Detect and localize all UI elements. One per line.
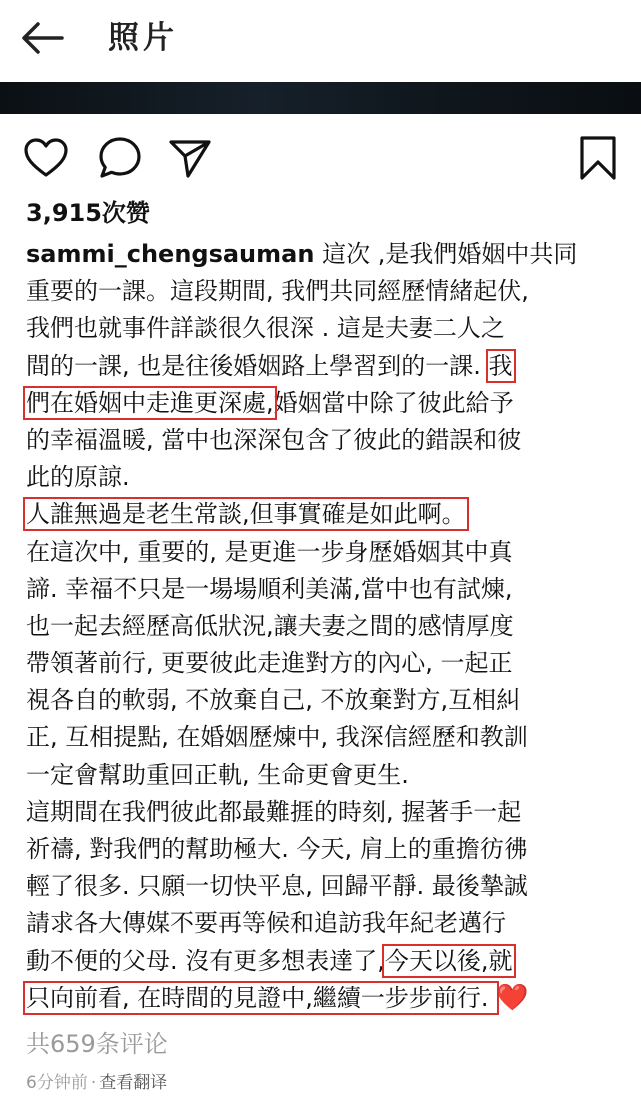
caption-text: 這次 ,是我們婚姻中共同 [314, 240, 578, 268]
view-comments-link[interactable]: 共659条评论 [26, 1030, 168, 1058]
highlighted-text: 只向前看, 在時間的見證中,繼續一步步前行. [26, 983, 497, 1012]
action-bar [0, 126, 641, 186]
caption-line [26, 385, 626, 422]
caption-line [26, 534, 626, 571]
caption-text: 間的一課, 也是往後婚姻路上學習到的一課. [26, 351, 489, 380]
caption-text: 婚姻當中除了彼此給予 [273, 388, 514, 417]
caption-line [26, 868, 626, 905]
caption-line [26, 980, 626, 1017]
caption-text: 此的原諒. [26, 463, 130, 492]
caption-line [26, 422, 626, 459]
caption-text: 視各自的軟弱, 不放棄自己, 不放棄對方,互相糾 [26, 686, 521, 715]
caption-text: 動不便的父母. 沒有更多想表達了, [26, 946, 385, 975]
send-paper-plane-icon[interactable] [166, 134, 214, 182]
caption-line [26, 310, 626, 347]
post-timestamp: 6分钟前 [26, 1073, 88, 1093]
caption-text: 帶領著前行, 更要彼此走進對方的內心, 一起正 [26, 649, 513, 678]
meta-separator: · [90, 1073, 97, 1093]
post-meta [26, 1070, 167, 1096]
caption-text: 我們也就事件詳談很久很深 . 這是夫妻二人之 [26, 314, 505, 343]
caption-text: 的幸福溫暖, 當中也深深包含了彼此的錯誤和彼 [26, 425, 522, 454]
caption-text: 也一起去經歷高低狀況,讓夫妻之間的感情厚度 [26, 611, 514, 640]
comment-bubble-icon[interactable] [96, 134, 144, 182]
caption-line [26, 757, 626, 794]
see-translation-link[interactable]: 查看翻译 [99, 1073, 168, 1093]
caption-line [26, 645, 626, 682]
highlighted-text: 我 [488, 351, 513, 380]
caption-line [26, 608, 626, 645]
caption-line [26, 682, 626, 719]
caption-line [26, 273, 626, 310]
caption-text: 輕了很多. 只願一切快平息, 回歸平靜. 最後摯誠 [26, 872, 528, 901]
post-photo[interactable] [0, 82, 641, 114]
red-heart-emoji: ❤️ [496, 982, 529, 1013]
caption-line [26, 831, 626, 868]
page-title: 照片 [108, 20, 178, 56]
caption-text: 這期間在我們彼此都最難捱的時刻, 握著手一起 [26, 797, 522, 826]
caption-line [26, 794, 626, 831]
caption-line [26, 719, 626, 756]
top-bar [0, 0, 641, 82]
highlighted-text: 人誰無過是老生常談,但事實確是如此啊。 [26, 500, 466, 529]
caption-text: 諦. 幸福不只是一場場順利美滿,當中也有試煉, [26, 574, 513, 603]
caption-line [26, 236, 626, 273]
caption-text: 一定會幫助重回正軌, 生命更會更生. [26, 760, 409, 789]
caption-line [26, 459, 626, 496]
caption-line [26, 571, 626, 608]
highlighted-text: 今天以後,就 [384, 946, 513, 975]
caption-text: 祈禱, 對我們的幫助極大. 今天, 肩上的重擔彷彿 [26, 835, 528, 863]
likes-count[interactable]: 3,915次赞 [26, 199, 150, 227]
caption-line [26, 905, 626, 942]
caption-text: 在這次中, 重要的, 是更進一步身歷婚姻其中真 [26, 537, 513, 566]
caption-text: 請求各大傳媒不要再等候和追訪我年紀老邁行 [26, 909, 506, 938]
caption-line [26, 496, 626, 533]
post-caption [26, 236, 626, 1017]
caption-line [26, 943, 626, 980]
username-link[interactable]: sammi_chengsauman [26, 240, 315, 268]
caption-text: 正, 互相提點, 在婚姻歷煉中, 我深信經歷和教訓 [26, 723, 528, 752]
bookmark-icon[interactable] [574, 134, 622, 182]
caption-line [26, 348, 626, 385]
highlighted-text: 們在婚姻中走進更深處, [26, 388, 274, 417]
heart-outline-icon[interactable] [22, 134, 70, 182]
back-arrow-icon[interactable] [18, 18, 66, 58]
caption-text: 重要的一課。這段期間, 我們共同經歷情緒起伏, [26, 277, 529, 306]
